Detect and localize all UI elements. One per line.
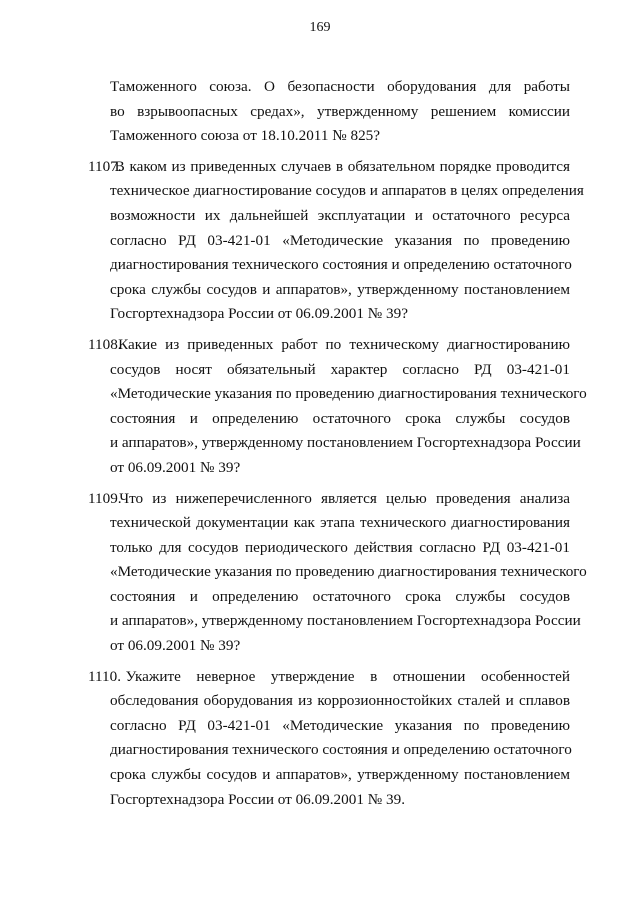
- text-line: диагностирования технического состояния и определению остаточного: [110, 256, 572, 274]
- page-content: [88, 75, 587, 818]
- question-first-line: [88, 333, 570, 358]
- text-line: Таможенного союза. О безопасности оборудования для работы: [110, 78, 570, 95]
- text-line: и аппаратов», утвержденному постановлением Госгортехнадзора России: [110, 434, 581, 452]
- text-line: от 06.09.2001 № 39?: [110, 637, 241, 655]
- question-text: Укажите неверное утверждение в отношении особенностей: [125, 667, 570, 685]
- text-line: срока службы сосудов и аппаратов», утвержденному постановлением: [110, 766, 570, 784]
- question-number: 1109.: [88, 489, 122, 507]
- text-line: «Методические указания по проведению диагностирования технического: [110, 563, 587, 581]
- question-first-line: [88, 487, 570, 512]
- text-line: срока службы сосудов и аппаратов», утвержденному постановлением: [110, 280, 570, 298]
- text-line: согласно РД 03-421-01 «Методические указания по проведению: [110, 231, 570, 249]
- question-1108: [88, 333, 587, 481]
- text-line: обследования оборудования из коррозионностойких сталей и сплавов: [110, 692, 570, 710]
- text-line: от 06.09.2001 № 39?: [110, 458, 241, 476]
- text-line: возможности их дальнейшей эксплуатации и остаточного ресурса: [110, 206, 570, 224]
- question-text: Какие из приведенных работ по техническому диагностированию: [118, 335, 571, 353]
- question-1107: [88, 155, 584, 327]
- text-line: технической документации как этапа технического диагностирования: [110, 514, 570, 532]
- text-line: Госгортехнадзора России от 06.09.2001 № 39?: [110, 305, 408, 323]
- question-number: 1110.: [88, 667, 122, 685]
- text-line: только для сосудов периодического действия согласно РД 03-421-01: [110, 538, 570, 556]
- text-line: состояния и определению остаточного срока службы сосудов: [110, 409, 570, 427]
- text-line: согласно РД 03-421-01 «Методические указания по проведению: [110, 716, 570, 734]
- text-line: Таможенного союза от 18.10.2011 № 825?: [110, 127, 381, 145]
- question-text: В каком из приведенных случаев в обязательном порядке проводится: [114, 157, 570, 175]
- text-line: Госгортехнадзора России от 06.09.2001 № 39.: [110, 790, 405, 808]
- question-first-line: [88, 155, 570, 180]
- text-line: диагностирования технического состояния и определению остаточного: [110, 741, 572, 759]
- question-first-line: [88, 665, 570, 690]
- question-text: Что из нижеперечисленного является целью проведения анализа: [119, 489, 570, 507]
- text-line: и аппаратов», утвержденному постановлением Госгортехнадзора России: [110, 612, 581, 630]
- question-1110: [88, 665, 570, 813]
- text-line: состояния и определению остаточного срока службы сосудов: [110, 587, 570, 605]
- question-number: 1108.: [88, 335, 122, 353]
- question-1109: [88, 487, 587, 659]
- text-line: «Методические указания по проведению диагностирования технического: [110, 385, 587, 403]
- page-number: 169: [309, 20, 331, 35]
- text-line: во взрывоопасных средах», утвержденному решением комиссии: [110, 102, 570, 120]
- question-number: 1107.: [88, 157, 122, 175]
- intro-paragraph: [88, 75, 570, 149]
- text-line: сосудов носят обязательный характер согласно РД 03-421-01: [110, 360, 570, 378]
- text-line: техническое диагностирование сосудов и аппаратов в целях определения: [110, 182, 584, 200]
